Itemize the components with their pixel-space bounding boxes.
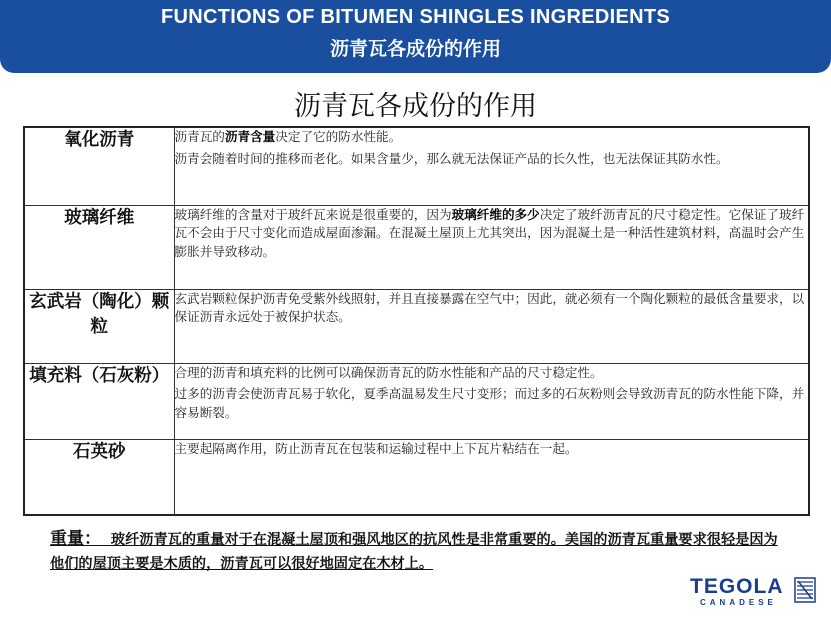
ingredient-term: 氧化沥青 [24, 127, 174, 205]
ingredient-description [174, 363, 809, 439]
ingredient-term: 填充料（石灰粉） [24, 363, 174, 439]
desc-paragraph: 玻璃纤维的含量对于玻纤瓦来说是很重要的，因为玻璃纤维的多少决定了玻纤沥青瓦的尺寸稳定性。它保证了玻纤瓦不会由于尺寸变化而造成屋面渗漏。在混凝土屋顶上尤其突出，因为混凝土是一种活性建筑材料，高温时会产生膨胀并导致移动。 [174, 206, 805, 259]
tegola-flag-icon [794, 577, 816, 603]
table-row [24, 205, 809, 289]
desc-emphasis: 沥青含量 [224, 129, 276, 144]
table-row [24, 363, 809, 439]
table-row [24, 127, 809, 205]
ingredient-term: 石英砂 [24, 439, 174, 515]
ingredient-term: 玻璃纤维 [24, 205, 174, 289]
ingredients-table [23, 126, 810, 516]
page-title: 沥青瓦各成份的作用 [294, 91, 537, 122]
desc-paragraph: 过多的沥青会使沥青瓦易于软化，夏季高温易发生尺寸变形；而过多的石灰粉则会导致沥青瓦的防水性能下降，并容易断裂。 [174, 386, 805, 420]
ingredient-description [174, 289, 809, 363]
banner-title-zh: 沥青瓦各成份的作用 [329, 38, 501, 60]
desc-paragraph: 合理的沥青和填充料的比例可以确保沥青瓦的防水性能和产品的尺寸稳定性。 [174, 364, 603, 380]
weight-note-label: 重量： [50, 529, 101, 549]
desc-emphasis: 玻璃纤维的多少 [451, 206, 540, 222]
logo-subtext: CANADESE [700, 598, 777, 607]
weight-note-text: 玻纤沥青瓦的重量对于在混凝土屋顶和强风地区的抗风性是非常重要的。美国的沥青瓦重量要求很轻是因为他们的屋顶主要是木质的，沥青瓦可以很好地固定在木材上。 [50, 532, 778, 572]
logo-wordmark: TEGOLA [690, 575, 784, 598]
ingredient-term: 玄武岩（陶化）颗粒 [24, 289, 174, 363]
header-banner [0, 0, 831, 73]
desc-paragraph: 玄武岩颗粒保护沥青免受紫外线照射，并且直接暴露在空气中；因此，就必须有一个陶化颗粒的最低含量要求，以保证沥青永远处于被保护状态。 [174, 290, 805, 324]
weight-note [50, 527, 790, 576]
tegola-logo [690, 575, 820, 615]
banner-title-en: FUNCTIONS OF BITUMEN SHINGLES INGREDIENTS [161, 6, 670, 28]
table-row [24, 289, 809, 363]
ingredient-description [174, 205, 809, 289]
table-row [24, 439, 809, 515]
desc-paragraph: 沥青会随着时间的推移而老化。如果含量少，那么就无法保证产品的长久性，也无法保证其防水性。 [174, 150, 729, 166]
desc-paragraph: 沥青瓦的沥青含量决定了它的防水性能。 [174, 129, 402, 144]
desc-paragraph: 主要起隔离作用，防止沥青瓦在包装和运输过程中上下瓦片粘结在一起。 [174, 440, 578, 456]
ingredient-description [174, 439, 809, 515]
ingredient-description [174, 127, 809, 205]
